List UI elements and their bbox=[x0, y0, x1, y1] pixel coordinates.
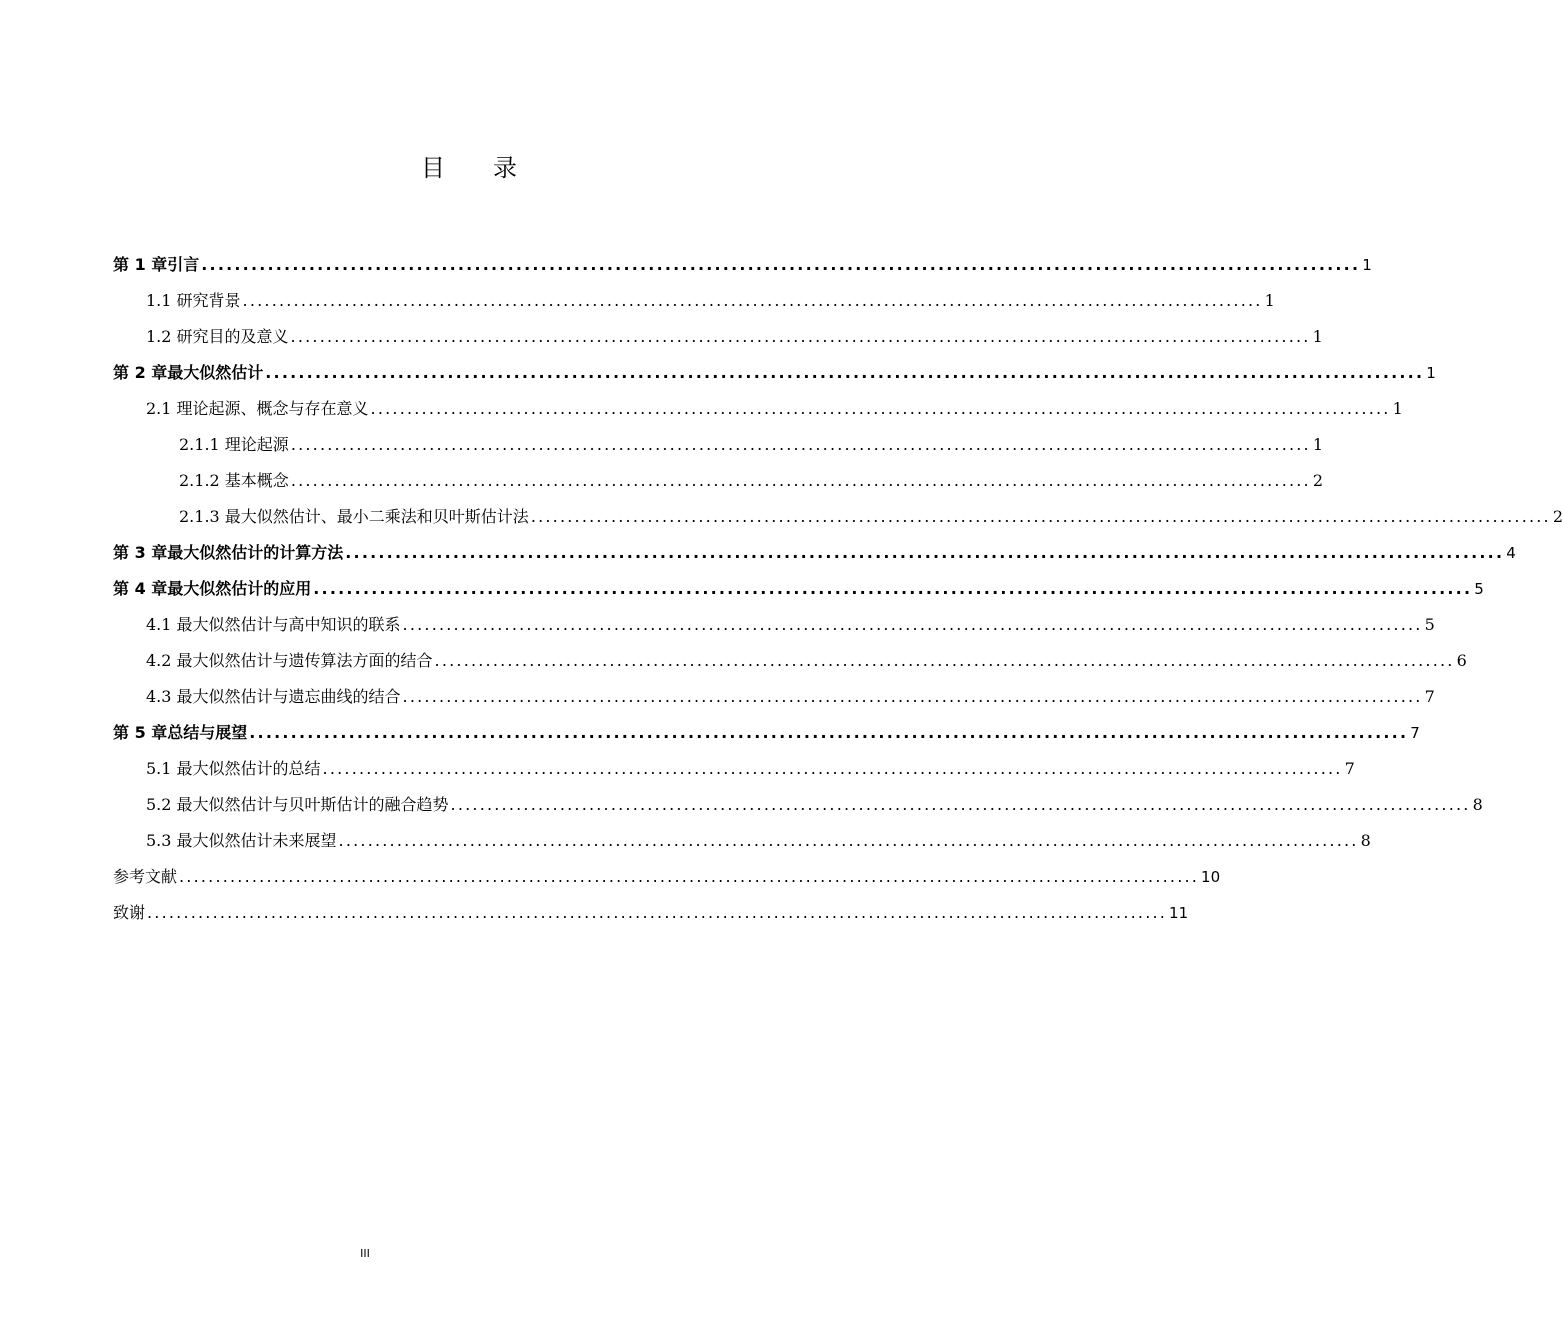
dot-leader: ............................................................................................................................................ bbox=[313, 579, 1473, 598]
toc-entry-label: 5.3 最大似然估计未来展望 bbox=[146, 831, 337, 850]
toc-entry-references[interactable] bbox=[113, 859, 1221, 895]
toc-entry-chapter-1[interactable] bbox=[113, 247, 1372, 283]
toc-page-number: 2 bbox=[1312, 471, 1324, 490]
toc-entry-section-1-2[interactable] bbox=[113, 319, 1323, 355]
toc-page-number: 1 bbox=[1312, 435, 1324, 454]
toc-page-number: 2 bbox=[1552, 507, 1563, 526]
dot-leader: ............................................................................................................................................ bbox=[265, 363, 1425, 382]
toc-entry-section-4-2[interactable] bbox=[113, 643, 1467, 679]
toc-entry-label: 致谢 bbox=[113, 903, 146, 922]
toc-page-number: 4 bbox=[1506, 544, 1516, 562]
dot-leader: ............................................................................................................................................ bbox=[370, 399, 1391, 418]
toc-entry-label: 第 1 章引言 bbox=[113, 255, 200, 274]
toc-page-number: 11 bbox=[1169, 904, 1189, 922]
toc-entry-section-2-1-2[interactable] bbox=[113, 463, 1324, 499]
toc-entry-chapter-4[interactable] bbox=[113, 571, 1484, 607]
dot-leader: ............................................................................................................................................ bbox=[338, 831, 1359, 850]
table-of-contents bbox=[113, 247, 1563, 931]
toc-page-number: 1 bbox=[1362, 256, 1372, 274]
dot-leader: ............................................................................................................................................ bbox=[345, 543, 1505, 562]
toc-page-number: 5 bbox=[1424, 615, 1435, 634]
toc-entry-label: 4.3 最大似然估计与遗忘曲线的结合 bbox=[146, 687, 401, 706]
dot-leader: ............................................................................................................................................ bbox=[290, 327, 1311, 346]
toc-page-number: 10 bbox=[1201, 868, 1221, 886]
toc-entry-label: 第 5 章总结与展望 bbox=[113, 723, 248, 742]
toc-entry-label: 4.2 最大似然估计与遗传算法方面的结合 bbox=[146, 651, 433, 670]
toc-entry-section-4-1[interactable] bbox=[113, 607, 1435, 643]
dot-leader: ............................................................................................................................................ bbox=[147, 903, 1168, 922]
toc-entry-chapter-2[interactable] bbox=[113, 355, 1436, 391]
toc-page-number: 7 bbox=[1410, 724, 1420, 742]
toc-page-number: 1 bbox=[1426, 364, 1436, 382]
toc-entry-section-5-1[interactable] bbox=[113, 751, 1355, 787]
dot-leader: ............................................................................................................................................ bbox=[402, 687, 1423, 706]
toc-entry-chapter-5[interactable] bbox=[113, 715, 1420, 751]
toc-entry-label: 2.1.2 基本概念 bbox=[179, 471, 289, 490]
toc-page-number: 1 bbox=[1312, 327, 1323, 346]
toc-page-number: 8 bbox=[1472, 795, 1483, 814]
dot-leader: ............................................................................................................................................ bbox=[450, 795, 1471, 814]
footer-page-number: III bbox=[360, 1247, 370, 1260]
toc-page-number: 6 bbox=[1456, 651, 1467, 670]
dot-leader: ............................................................................................................................................ bbox=[290, 435, 1311, 454]
dot-leader: ............................................................................................................................................ bbox=[434, 651, 1455, 670]
dot-leader: ............................................................................................................................................ bbox=[402, 615, 1423, 634]
toc-entry-label: 2.1 理论起源、概念与存在意义 bbox=[146, 399, 369, 418]
toc-entry-label: 5.2 最大似然估计与贝叶斯估计的融合趋势 bbox=[146, 795, 449, 814]
dot-leader: ............................................................................................................................................ bbox=[290, 471, 1311, 490]
toc-entry-label: 第 3 章最大似然估计的计算方法 bbox=[113, 543, 344, 562]
toc-entry-label: 1.1 研究背景 bbox=[146, 291, 241, 310]
toc-entry-label: 第 4 章最大似然估计的应用 bbox=[113, 579, 312, 598]
dot-leader: ............................................................................................................................................ bbox=[201, 255, 1361, 274]
toc-entry-label: 2.1.3 最大似然估计、最小二乘法和贝叶斯估计法 bbox=[179, 507, 529, 526]
toc-entry-acknowledgements[interactable] bbox=[113, 895, 1189, 931]
toc-entry-section-1-1[interactable] bbox=[113, 283, 1275, 319]
toc-entry-section-4-3[interactable] bbox=[113, 679, 1435, 715]
toc-page-number: 1 bbox=[1392, 399, 1403, 418]
toc-entry-section-5-3[interactable] bbox=[113, 823, 1371, 859]
toc-entry-section-2-1[interactable] bbox=[113, 391, 1403, 427]
toc-page-number: 7 bbox=[1344, 759, 1355, 778]
toc-entry-section-5-2[interactable] bbox=[113, 787, 1483, 823]
page-title: 目 录 bbox=[421, 154, 529, 182]
toc-page-number: 5 bbox=[1474, 580, 1484, 598]
toc-entry-chapter-3[interactable] bbox=[113, 535, 1516, 571]
toc-entry-label: 参考文献 bbox=[113, 867, 178, 886]
toc-entry-section-2-1-3[interactable] bbox=[113, 499, 1563, 535]
toc-entry-label: 4.1 最大似然估计与高中知识的联系 bbox=[146, 615, 401, 634]
dot-leader: ............................................................................................................................................ bbox=[530, 507, 1551, 526]
toc-entry-section-2-1-1[interactable] bbox=[113, 427, 1324, 463]
toc-entry-label: 第 2 章最大似然估计 bbox=[113, 363, 264, 382]
toc-page-number: 8 bbox=[1360, 831, 1371, 850]
toc-entry-label: 2.1.1 理论起源 bbox=[179, 435, 289, 454]
toc-page-number: 1 bbox=[1264, 291, 1275, 310]
dot-leader: ............................................................................................................................................ bbox=[179, 867, 1200, 886]
dot-leader: ............................................................................................................................................ bbox=[242, 291, 1263, 310]
toc-entry-label: 5.1 最大似然估计的总结 bbox=[146, 759, 321, 778]
toc-page-number: 7 bbox=[1424, 687, 1435, 706]
toc-entry-label: 1.2 研究目的及意义 bbox=[146, 327, 289, 346]
dot-leader: ............................................................................................................................................ bbox=[249, 723, 1409, 742]
dot-leader: ............................................................................................................................................ bbox=[322, 759, 1343, 778]
